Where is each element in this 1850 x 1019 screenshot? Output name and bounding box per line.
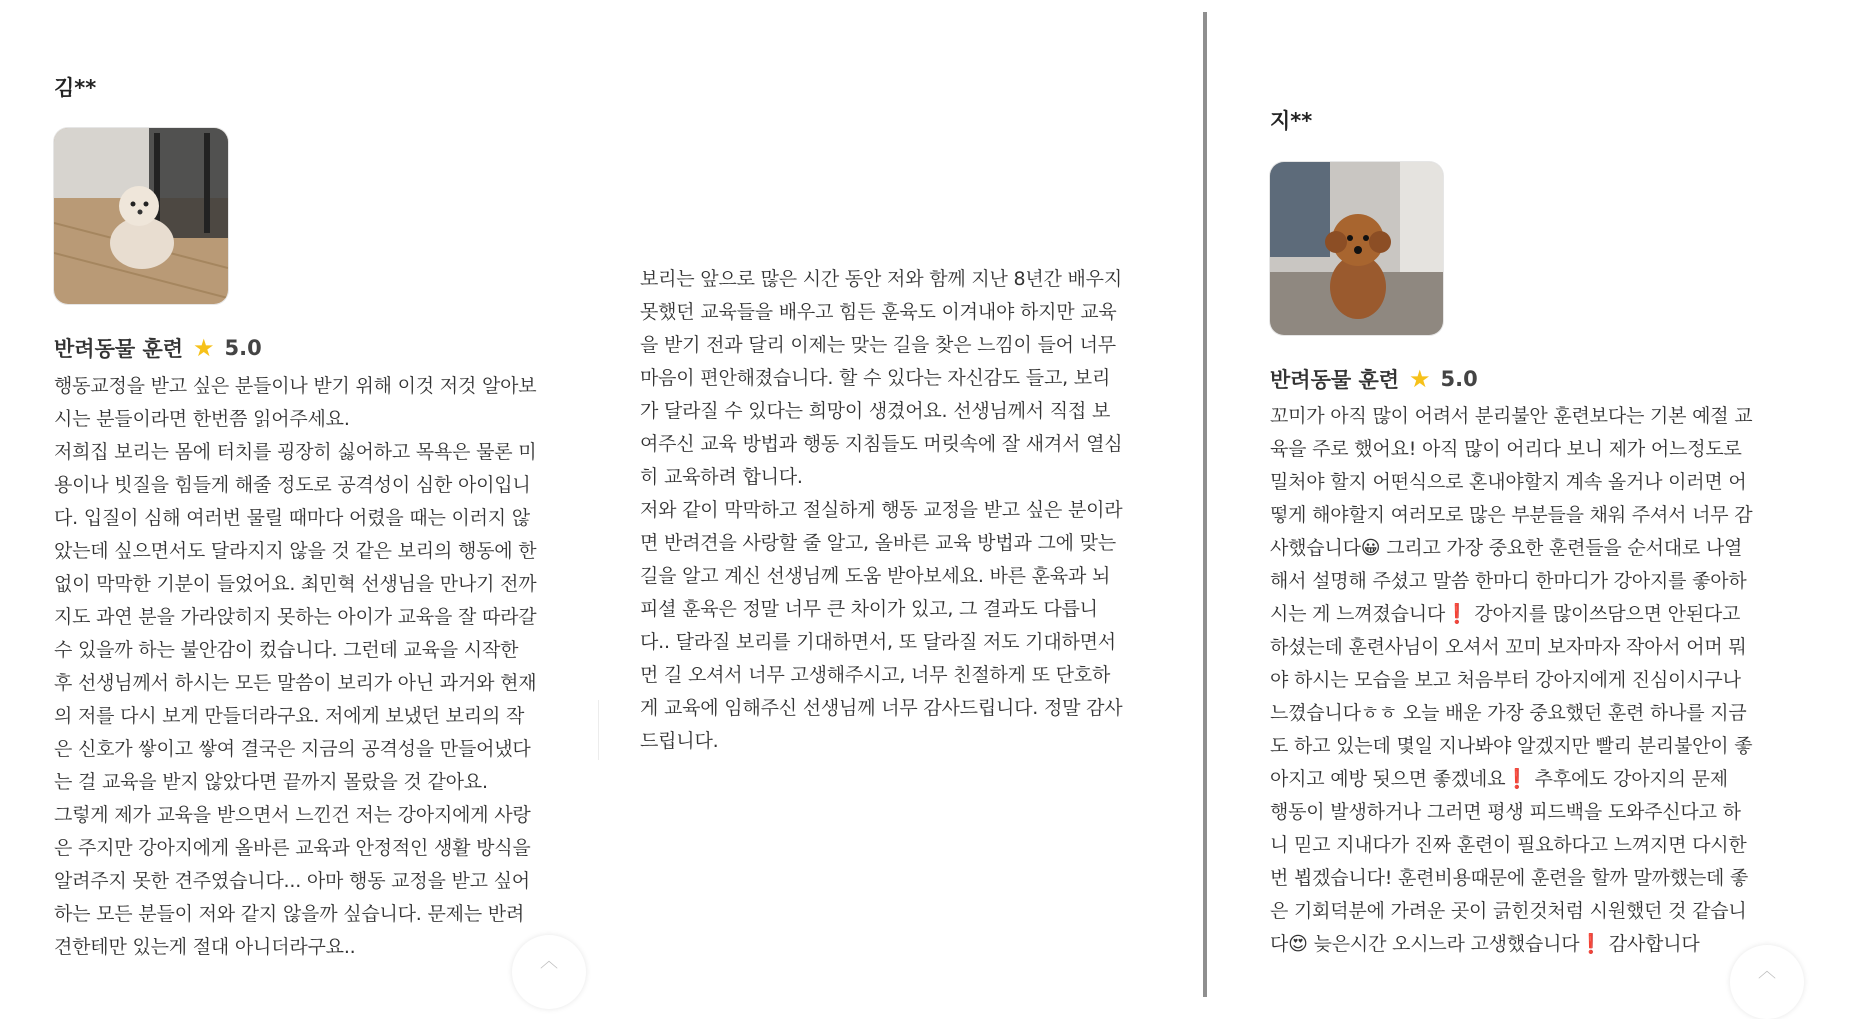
star-icon: ★ (1409, 365, 1431, 393)
review-text-2: 꼬미가 아직 많이 어려서 분리불안 훈련보다는 기본 예절 교 육을 주로 했어요! 아직 많이 어리다 보니 제가 어느정도로 밀처야 할지 어떤식으로 혼내야할지 계속 올거나 이러면 어 떻게 해야할지 여러모로 많은 부분들을 채워 주셔서 너무 감 사했습니다😀 그리고 가장 중요한 훈련들을 순서대로 나열 해서 설명해 주셨고 말씀 한마디 한마디가 강아지를 좋아하 시는 게 느껴졌습니다❗ 강아지를 많이쓰담으면 안된다고 하셨는데 훈련사님이 오셔서 꼬미 보자마자 작아서 어머 뭐 야 하시는 모습을 보고 처음부터 강아지에게 진심이시구나 느꼈습니다ㅎㅎ 오늘 배운 가장 중요했던 훈련 하나를 지금 도 하고 있는데 몇일 지나봐야 알겠지만 빨리 분리불안이 좋 아지고 예방 됫으면 좋겠네요❗ 추후에도 강아지의 문제 행동이 발생하거나 그러면 평생 피드백을 도와주신다고 하 니 믿고 지내다가 진짜 훈련이 필요하다고 느껴지면 다시한 번 뵙겠습니다! 훈련비용때문에 훈련을 할까 말까했는데 좋 은 기회덕분에 가려운 곳이 긁힌것처럼 시원했던 것 같습니 다😍 늦은시간 오시느라 고생했습니다❗ 감사합니다 (1270, 405, 1753, 955)
category-label: 반려동물 훈련 (54, 337, 184, 361)
reviewer-name-1: 김** (54, 76, 97, 100)
review-meta-1 (54, 333, 262, 363)
dog-photo-image (1270, 162, 1443, 335)
rating-score: 5.0 (1440, 367, 1478, 391)
scroll-top-button[interactable] (512, 935, 586, 1009)
review-photo-2[interactable] (1270, 162, 1443, 335)
dog-photo-image (54, 128, 228, 304)
chevron-up-icon: ︿ (1758, 961, 1776, 982)
review-text-1-col1: 행동교정을 받고 싶은 분들이나 받기 위해 이것 저것 알아보 시는 분들이라면 한번쯤 읽어주세요. 저희집 보리는 몸에 터치를 굉장히 싫어하고 목욕은 물론 미 용이나 빗질을 힘들게 해줄 정도로 공격성이 심한 아이입니 다. 입질이 심해 여러번 물릴 때마다 어렸을 때는 이러지 않 았는데 싶으면서도 달라지지 않을 것 같은 보리의 행동에 한 없이 막막한 기분이 들었어요. 최민혁 선생님을 만나기 전까 지도 과연 분을 가라앉히지 못하는 아이가 교육을 잘 따라갈 수 있을까 하는 불안감이 컸습니다. 그런데 교육을 시작한 후 선생님께서 하시는 모든 말씀이 보리가 아닌 과거와 현재 의 저를 다시 보게 만들더라구요. 저에게 보냈던 보리의 작 은 신호가 쌓이고 쌓여 결국은 지금의 공격성을 만들어냈다 는 걸 교육을 받지 않았다면 끝까지 몰랐을 것 같아요. 그렇게 제가 교육을 받으면서 느낀건 저는 강아지에게 사랑 은 주지만 강아지에게 올바른 교육과 안정적인 생활 방식을 알려주지 못한 견주였습니다... 아마 행동 교정을 받고 싶어 하는 모든 분들이 저와 같지 않을까 싶습니다. 문제는 반려 견한테만 있는게 절대 아니더라구요.. (54, 375, 537, 958)
review-photo-1[interactable] (54, 128, 228, 304)
column-separator (598, 700, 599, 760)
rating-score: 5.0 (224, 336, 262, 360)
scroll-top-button-2[interactable] (1730, 945, 1804, 1019)
review-meta-2 (1270, 364, 1478, 394)
star-icon: ★ (193, 334, 215, 362)
reviewer-name-2: 지** (1270, 109, 1313, 133)
vertical-divider (1203, 12, 1207, 997)
chevron-up-icon: ︿ (540, 951, 558, 972)
category-label: 반려동물 훈련 (1270, 368, 1400, 392)
review-text-1-col2: 보리는 앞으로 많은 시간 동안 저와 함께 지난 8년간 배우지 못했던 교육들을 배우고 힘든 훈육도 이겨내야 하지만 교육 을 받기 전과 달리 이제는 맞는 길을 찾은 느낌이 들어 너무 마음이 편안해졌습니다. 할 수 있다는 자신감도 들고, 보리 가 달라질 수 있다는 희망이 생겼어요. 선생님께서 직접 보 여주신 교육 방법과 행동 지침들도 머릿속에 잘 새겨서 열심 히 교육하려 합니다. 저와 같이 막막하고 절실하게 행동 교정을 받고 싶은 분이라 면 반려견을 사랑할 줄 알고, 올바른 교육 방법과 그에 맞는 길을 알고 계신 선생님께 도움 받아보세요. 바른 훈육과 뇌 피셜 훈육은 정말 너무 큰 차이가 있고, 그 결과도 다릅니 다.. 달라질 보리를 기대하면서, 또 달라질 저도 기대하면서 먼 길 오셔서 너무 고생해주시고, 너무 친절하게 또 단호하 게 교육에 임해주신 선생님께 너무 감사드립니다. 정말 감사 드립니다. (640, 268, 1123, 752)
